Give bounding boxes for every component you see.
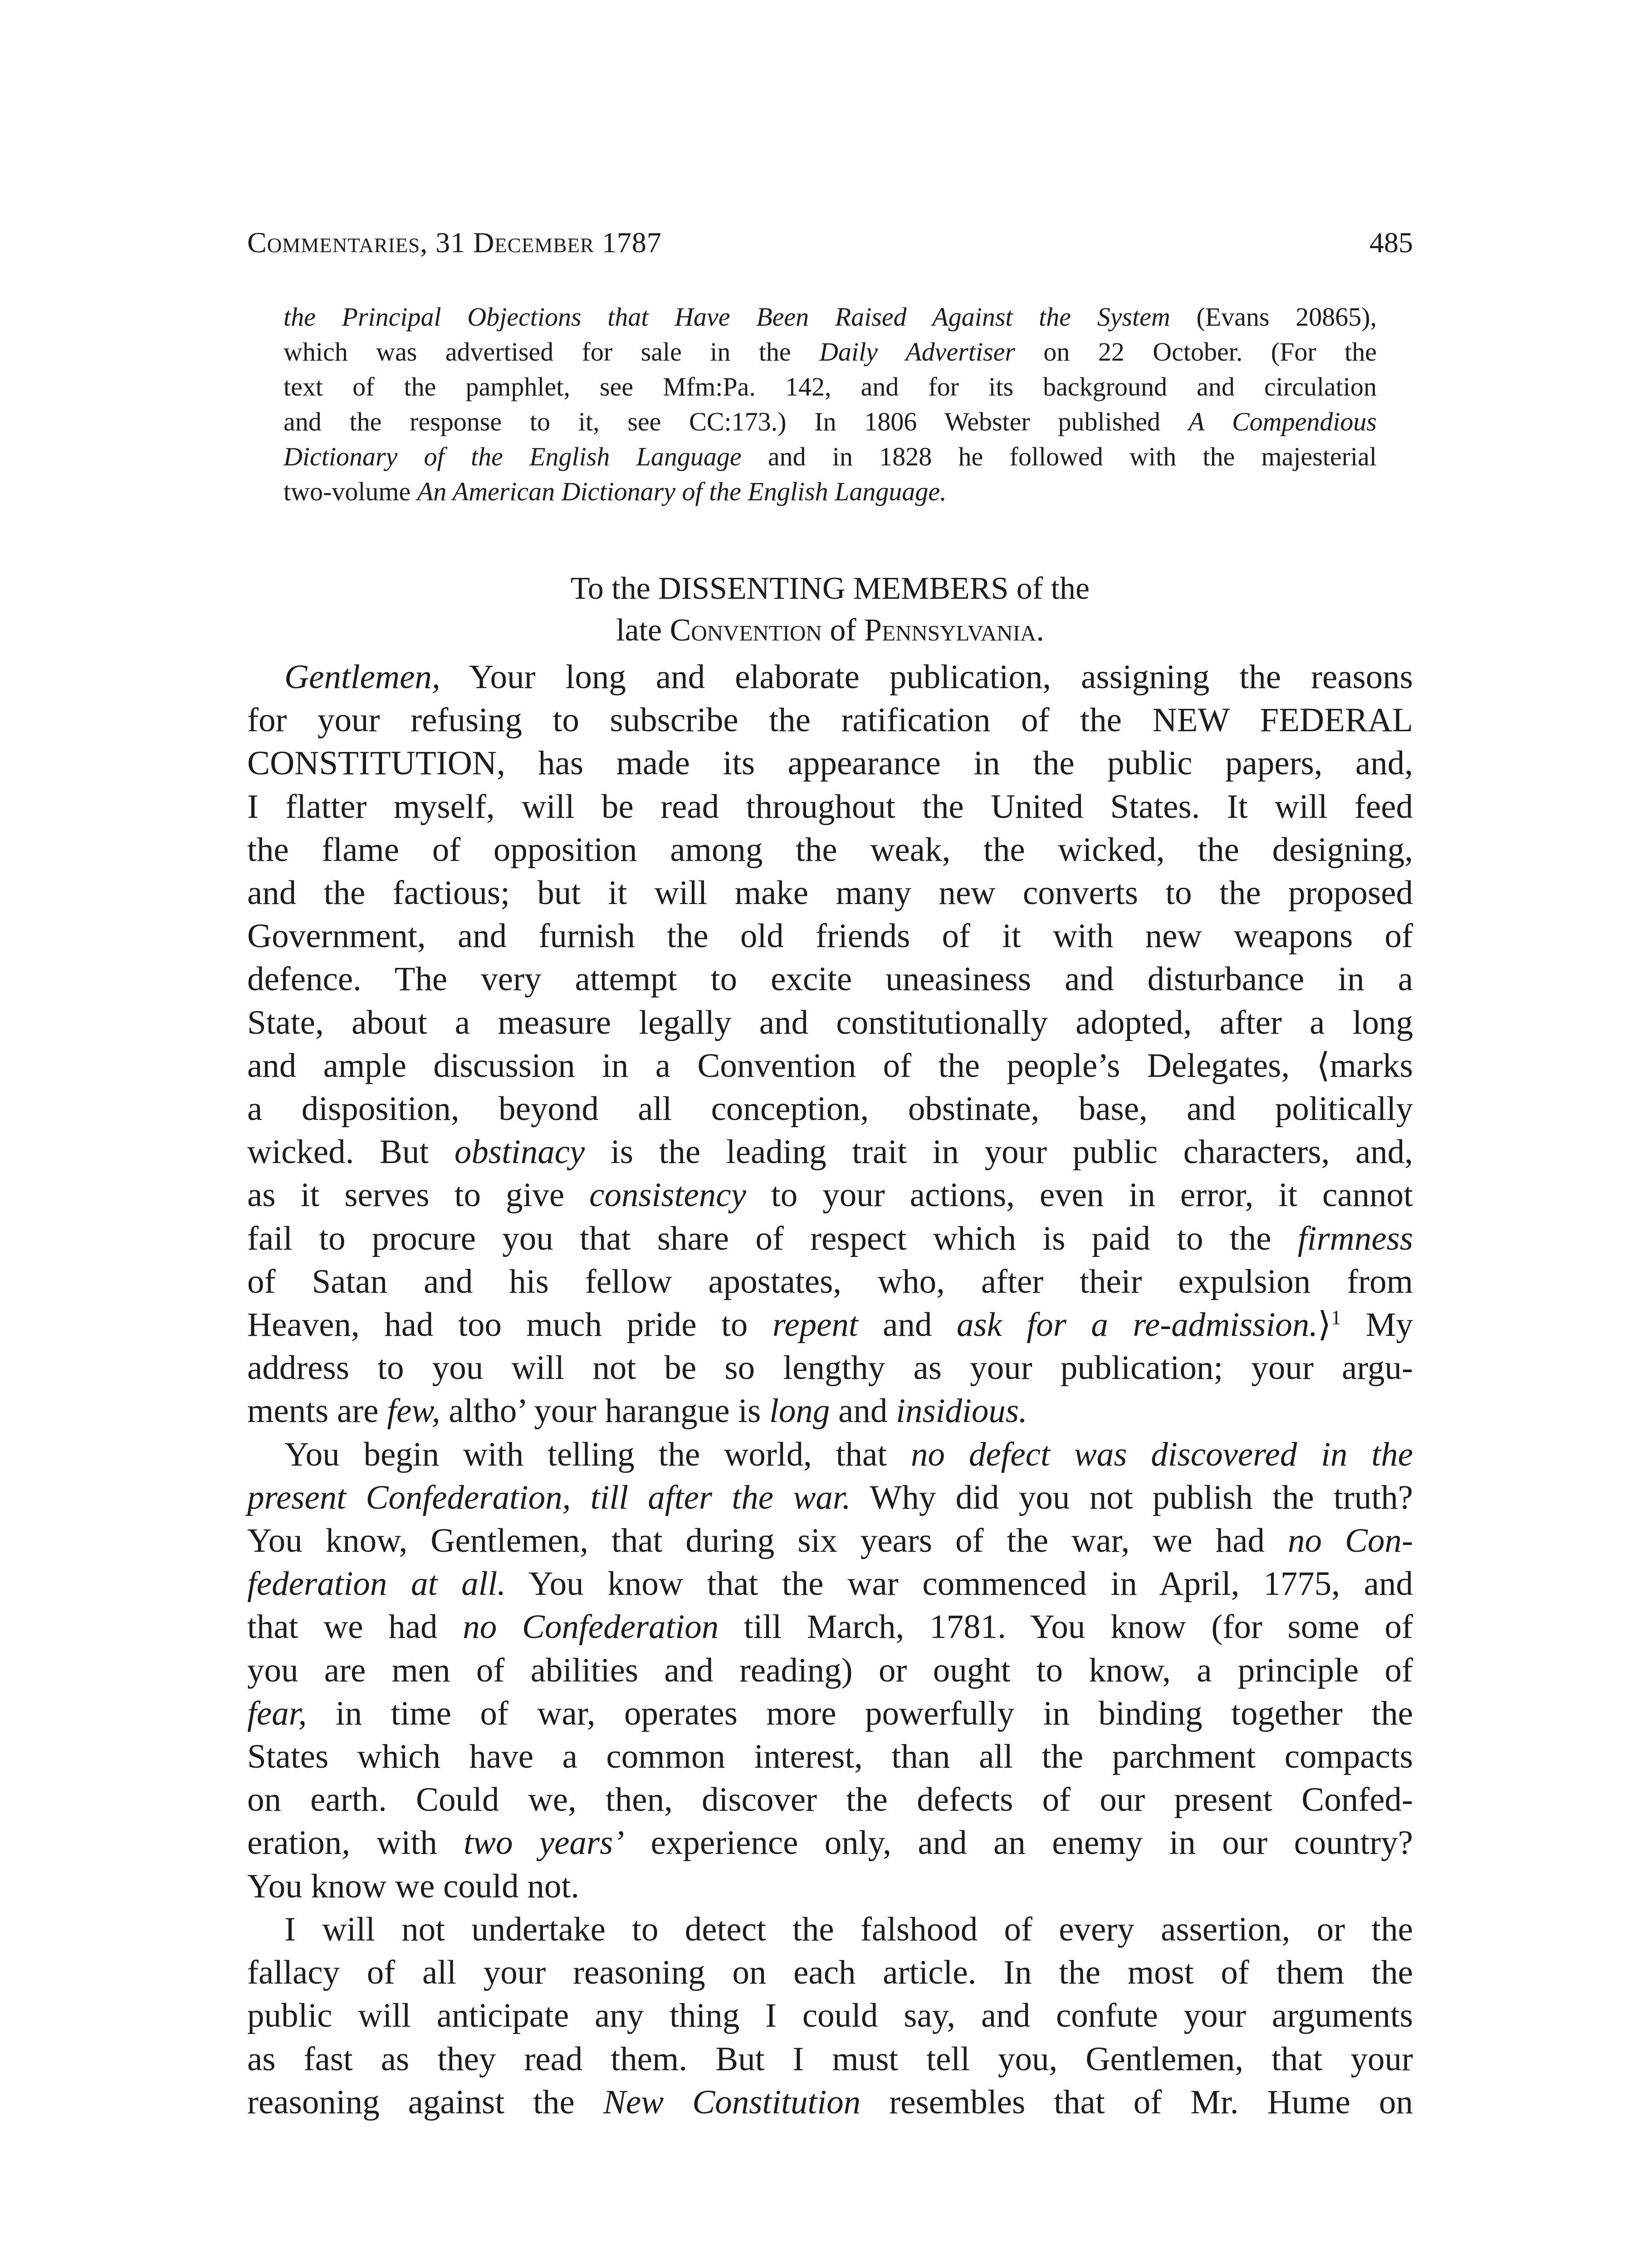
- paragraph-3-line: I will not undertake to detect the falshood of every assertion, or the: [284, 1910, 1413, 1948]
- running-header: [247, 222, 1413, 263]
- paragraph-2-line: fear, in time of war, operates more powerfully in binding together the: [247, 1694, 1413, 1732]
- note-line: the Principal Objections that Have Been Raised Against the System (Evans 20865),: [284, 302, 1377, 332]
- paragraph-1-line: I flatter myself, will be read throughout the United States. It will feed: [247, 787, 1413, 826]
- paragraph-1-line: for your refusing to subscribe the ratification of the NEW FEDERAL: [247, 701, 1413, 739]
- note-line: which was advertised for sale in the Daily Advertiser on 22 October. (For the: [284, 337, 1377, 367]
- paragraph-3-line: public will anticipate any thing I could say, and confute your arguments: [247, 1997, 1413, 2035]
- page-number: 485: [1369, 226, 1413, 259]
- paragraph-1-line: Government, and furnish the old friends of it with new weapons of: [247, 917, 1413, 955]
- paragraph-1-line: of Satan and his fellow apostates, who, after their expulsion from: [247, 1262, 1413, 1300]
- paragraph-2-line: States which have a common interest, than all the parchment compacts: [247, 1738, 1413, 1776]
- paragraph-3-line: reasoning against the New Constitution resembles that of Mr. Hume on: [247, 2083, 1413, 2121]
- paragraph-1-line: ments are few, altho’ your harangue is long and insidious.: [247, 1392, 1027, 1430]
- paragraph-1-line: fail to procure you that share of respect which is paid to the firmness: [247, 1219, 1413, 1257]
- paragraph-2-line: You know we could not.: [247, 1867, 579, 1905]
- note-line: text of the pamphlet, see Mfm:Pa. 142, and for its background and circulation: [284, 372, 1377, 401]
- paragraph-3-line: as fast as they read them. But I must tell you, Gentlemen, that your: [247, 2040, 1413, 2078]
- footnote-marker: 1: [1331, 1306, 1341, 1329]
- paragraph-1-line: and ample discussion in a Convention of the people’s Delegates, ⟨marks: [247, 1046, 1413, 1085]
- paragraph-2-line: that we had no Confederation till March, 1781. You know (for some of: [247, 1608, 1413, 1646]
- paragraph-1-line: a disposition, beyond all conception, obstinate, base, and politically: [247, 1090, 1413, 1128]
- running-title: Commentaries, 31 December 1787: [247, 226, 662, 259]
- paragraph-1-line: the flame of opposition among the weak, the wicked, the designing,: [247, 831, 1413, 869]
- paragraph-1-line: address to you will not be so lengthy as your publication; your argu-: [247, 1349, 1413, 1387]
- paragraph-1-line: and the factious; but it will make many new converts to the proposed: [247, 874, 1413, 912]
- main-text: [247, 655, 1413, 2124]
- paragraph-2-line: federation at all. You know that the war commenced in April, 1775, and: [247, 1565, 1413, 1603]
- editorial-note: [284, 299, 1377, 509]
- paragraph-1-line: Gentlemen, Your long and elaborate publication, assigning the reasons: [284, 658, 1413, 696]
- paragraph-1-line: defence. The very attempt to excite uneasiness and disturbance in a: [247, 960, 1413, 998]
- note-line: two-volume An American Dictionary of the English Language.: [284, 477, 947, 506]
- paragraph-3-line: fallacy of all your reasoning on each article. In the most of them the: [247, 1954, 1413, 1992]
- note-line: and the response to it, see CC:173.) In 1806 Webster published A Compendious: [284, 407, 1377, 436]
- address-heading: [247, 568, 1413, 651]
- paragraph-2-line: on earth. Could we, then, discover the defects of our present Confed-: [247, 1781, 1413, 1819]
- paragraph-2-line: You begin with telling the world, that no defect was discovered in the: [284, 1435, 1413, 1473]
- note-line: Dictionary of the English Language and in 1828 he followed with the majesterial: [284, 442, 1377, 471]
- paragraph-2-line: you are men of abilities and reading) or ought to know, a principle of: [247, 1651, 1413, 1689]
- paragraph-1-line: wicked. But obstinacy is the leading trait in your public characters, and,: [247, 1133, 1413, 1171]
- paragraph-1-line: as it serves to give consistency to your actions, even in error, it cannot: [247, 1176, 1413, 1214]
- paragraph-2-line: You know, Gentlemen, that during six years of the war, we had no Con-: [247, 1522, 1413, 1560]
- paragraph-1-line: CONSTITUTION, has made its appearance in the public papers, and,: [247, 744, 1413, 782]
- heading-line-1: To the DISSENTING MEMBERS of the: [570, 571, 1090, 606]
- heading-line-2: late Convention of Pennsylvania.: [616, 613, 1044, 648]
- paragraph-1-line: State, about a measure legally and constitutionally adopted, after a long: [247, 1003, 1413, 1041]
- paragraph-1-line: Heaven, had too much pride to repent and ask for a re-admission.⟩$^1$ My: [247, 1306, 1413, 1344]
- paragraph-2-line: present Confederation, till after the war. Why did you not publish the truth?: [247, 1478, 1413, 1516]
- paragraph-2-line: eration, with two years’ experience only, and an enemy in our country?: [247, 1824, 1413, 1862]
